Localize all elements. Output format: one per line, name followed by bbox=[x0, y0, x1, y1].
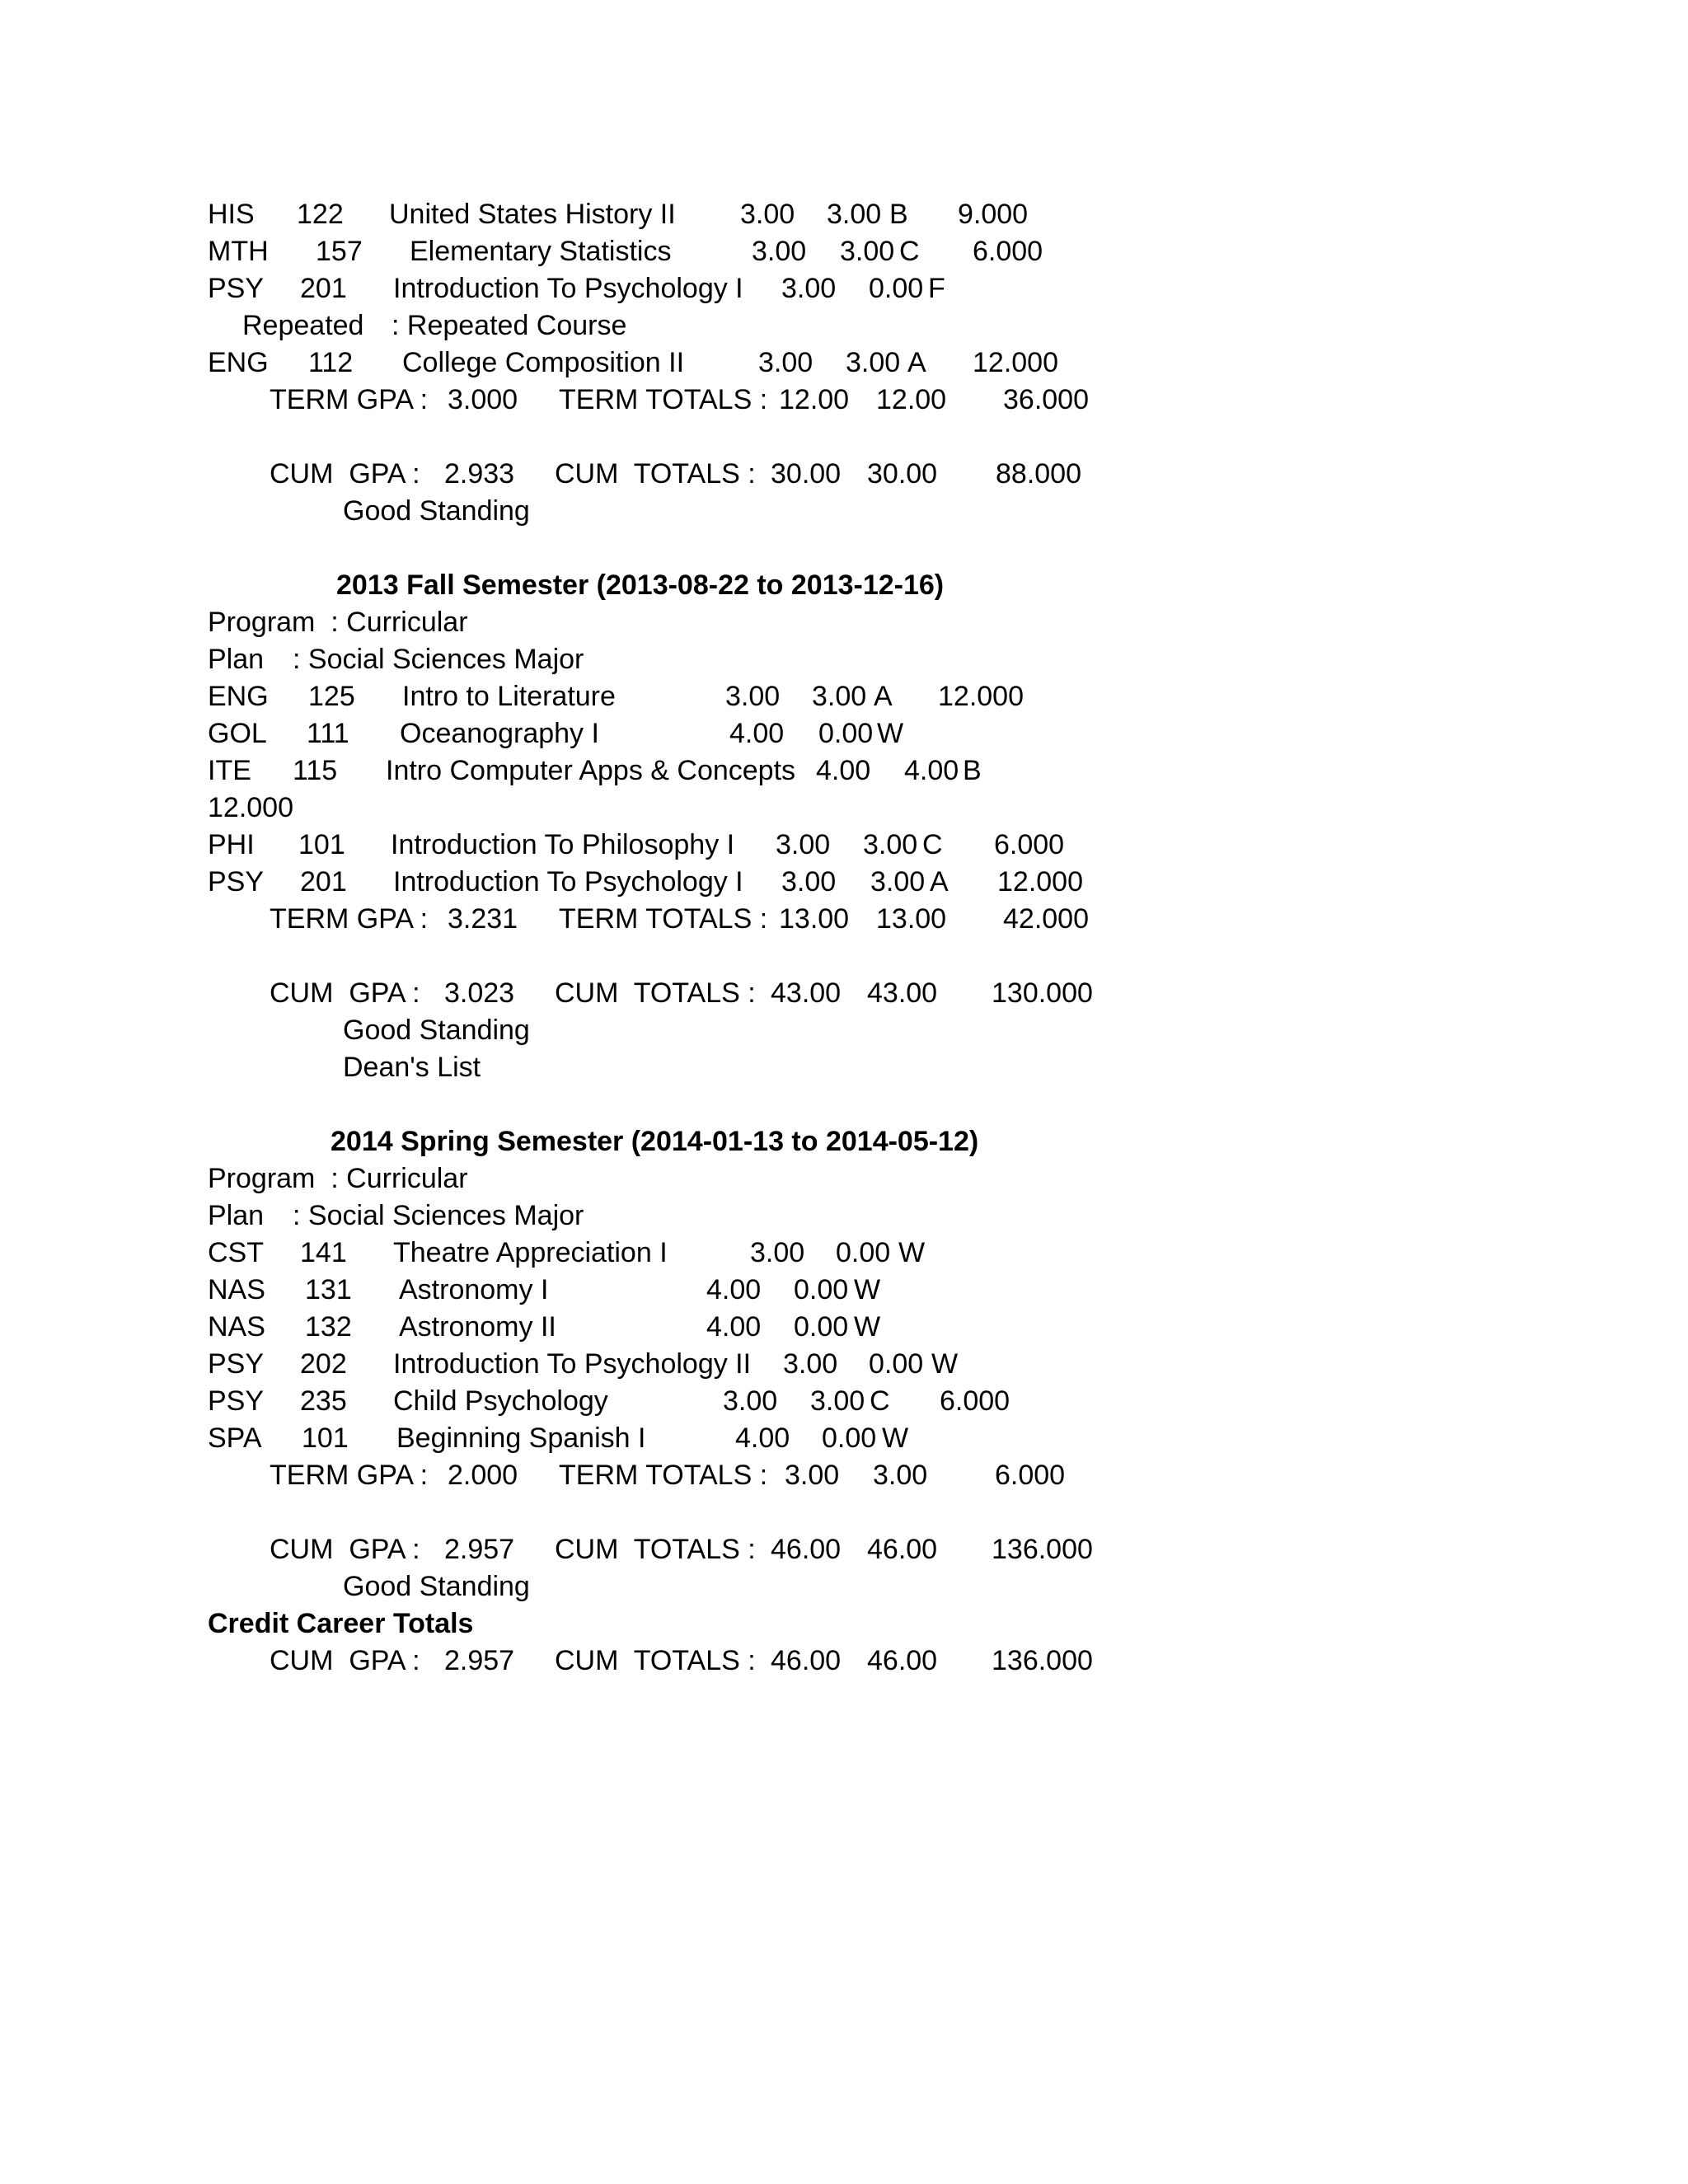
course-subject: PSY bbox=[208, 866, 265, 898]
term-heading-text: 2014 Spring Semester (2014-01-13 to 2014-05-12) bbox=[331, 1126, 979, 1157]
course-title: Theatre Appreciation I bbox=[393, 1237, 668, 1268]
course-earned: 0.00 bbox=[794, 1274, 849, 1305]
repeated-note-row bbox=[0, 312, 1484, 349]
course-number: 201 bbox=[300, 273, 347, 304]
cum-points: 130.000 bbox=[992, 977, 1093, 1009]
course-attempted: 4.00 bbox=[706, 1311, 762, 1343]
course-title: Child Psychology bbox=[393, 1385, 608, 1417]
course-subject: SPA bbox=[208, 1422, 262, 1454]
term-totals-label: TERM TOTALS : bbox=[559, 1460, 768, 1491]
repeated-note: : Repeated Course bbox=[392, 310, 627, 341]
term-earned: 13.00 bbox=[876, 903, 947, 935]
course-row bbox=[0, 757, 1484, 794]
term-totals-label: TERM TOTALS : bbox=[559, 903, 768, 935]
course-attempted: 3.00 bbox=[723, 1385, 778, 1417]
course-earned: 3.00 bbox=[827, 199, 882, 230]
course-grade: W bbox=[854, 1274, 881, 1305]
course-attempted: 4.00 bbox=[706, 1274, 762, 1305]
course-row bbox=[0, 1276, 1484, 1313]
cum-gpa-value: 3.023 bbox=[444, 977, 515, 1009]
course-subject: PSY bbox=[208, 1385, 265, 1417]
course-title: Astronomy I bbox=[399, 1274, 549, 1305]
cum-gpa-label: CUM GPA : bbox=[270, 977, 420, 1009]
term-gpa-value: 2.000 bbox=[448, 1460, 518, 1491]
course-number: 131 bbox=[305, 1274, 352, 1305]
course-row bbox=[0, 682, 1484, 719]
term-heading-text: 2013 Fall Semester (2013-08-22 to 2013-12-16) bbox=[336, 569, 945, 601]
course-earned: 0.00 bbox=[869, 1348, 924, 1380]
cum-points: 136.000 bbox=[992, 1645, 1093, 1676]
academic-standing bbox=[0, 497, 1484, 534]
term-totals-row bbox=[0, 905, 1484, 942]
course-row bbox=[0, 349, 1484, 386]
course-number: 125 bbox=[308, 681, 355, 712]
standing-text: Good Standing bbox=[343, 1015, 530, 1046]
course-title: Introduction To Philosophy I bbox=[391, 829, 735, 860]
cum-attempted: 30.00 bbox=[771, 458, 842, 490]
term-earned: 3.00 bbox=[873, 1460, 928, 1491]
cum-gpa-label: CUM GPA : bbox=[270, 458, 420, 490]
course-row bbox=[0, 868, 1484, 905]
plan-row bbox=[0, 1202, 1484, 1239]
course-title: Introduction To Psychology II bbox=[393, 1348, 752, 1380]
academic-honor bbox=[0, 1053, 1484, 1090]
course-grade: C bbox=[870, 1385, 890, 1417]
course-number: 157 bbox=[316, 236, 363, 267]
course-earned: 3.00 bbox=[846, 347, 901, 378]
cum-totals-row bbox=[0, 1647, 1484, 1684]
course-earned: 0.00 bbox=[794, 1311, 849, 1343]
course-grade: F bbox=[928, 273, 945, 304]
course-title: Elementary Statistics bbox=[410, 236, 672, 267]
course-title: College Composition II bbox=[402, 347, 685, 378]
term-gpa-label: TERM GPA : bbox=[270, 384, 429, 415]
course-grade: A bbox=[874, 681, 893, 712]
program-text: Program : Curricular bbox=[208, 1163, 468, 1194]
course-title: United States History II bbox=[389, 199, 676, 230]
course-grade: W bbox=[898, 1237, 926, 1268]
cum-totals-label: CUM TOTALS : bbox=[555, 458, 756, 490]
cum-earned: 46.00 bbox=[867, 1645, 938, 1676]
course-title: Introduction To Psychology I bbox=[393, 273, 743, 304]
cum-earned: 46.00 bbox=[867, 1534, 938, 1565]
course-title: Intro to Literature bbox=[402, 681, 616, 712]
cum-attempted: 43.00 bbox=[771, 977, 842, 1009]
course-points: 6.000 bbox=[994, 829, 1065, 860]
course-title: Astronomy II bbox=[399, 1311, 556, 1343]
course-subject: CST bbox=[208, 1237, 264, 1268]
academic-standing bbox=[0, 1016, 1484, 1053]
cum-earned: 43.00 bbox=[867, 977, 938, 1009]
course-earned: 3.00 bbox=[810, 1385, 865, 1417]
course-earned: 3.00 bbox=[840, 236, 895, 267]
term-earned: 12.00 bbox=[876, 384, 947, 415]
course-number: 111 bbox=[307, 718, 349, 749]
course-title: Beginning Spanish I bbox=[396, 1422, 646, 1454]
cum-gpa-label: CUM GPA : bbox=[270, 1534, 420, 1565]
course-attempted: 3.00 bbox=[783, 1348, 838, 1380]
cum-earned: 30.00 bbox=[867, 458, 938, 490]
course-row bbox=[0, 719, 1484, 757]
course-subject: ITE bbox=[208, 755, 251, 786]
course-grade: W bbox=[854, 1311, 881, 1343]
cum-totals-label: CUM TOTALS : bbox=[555, 1534, 756, 1565]
course-subject: NAS bbox=[208, 1311, 265, 1343]
course-number: 132 bbox=[305, 1311, 352, 1343]
course-earned: 0.00 bbox=[822, 1422, 877, 1454]
term-heading bbox=[0, 571, 1484, 608]
cum-totals-row bbox=[0, 460, 1484, 497]
course-earned: 3.00 bbox=[863, 829, 918, 860]
course-attempted: 3.00 bbox=[776, 829, 831, 860]
course-grade: B bbox=[889, 199, 908, 230]
course-number: 141 bbox=[300, 1237, 347, 1268]
career-heading bbox=[0, 1610, 1484, 1647]
course-points: 9.000 bbox=[958, 199, 1029, 230]
standing-text: Good Standing bbox=[343, 495, 530, 527]
course-grade: A bbox=[930, 866, 949, 898]
cum-gpa-value: 2.933 bbox=[444, 458, 515, 490]
course-attempted: 3.00 bbox=[781, 273, 837, 304]
course-title: Oceanography I bbox=[400, 718, 599, 749]
course-row bbox=[0, 200, 1484, 237]
course-earned: 3.00 bbox=[870, 866, 926, 898]
course-grade: B bbox=[963, 755, 982, 786]
course-points: 12.000 bbox=[938, 681, 1024, 712]
honor-text: Dean's List bbox=[343, 1052, 481, 1083]
term-gpa-value: 3.231 bbox=[448, 903, 518, 935]
cum-totals-label: CUM TOTALS : bbox=[555, 1645, 756, 1676]
course-row bbox=[0, 1239, 1484, 1276]
program-row bbox=[0, 1165, 1484, 1202]
program-row bbox=[0, 608, 1484, 645]
course-row bbox=[0, 831, 1484, 868]
course-attempted: 3.00 bbox=[781, 866, 837, 898]
cum-totals-row bbox=[0, 979, 1484, 1016]
course-row bbox=[0, 1350, 1484, 1387]
course-number: 115 bbox=[293, 755, 338, 786]
cum-totals-label: CUM TOTALS : bbox=[555, 977, 756, 1009]
course-points: 6.000 bbox=[973, 236, 1043, 267]
course-subject: GOL bbox=[208, 718, 267, 749]
cum-attempted: 46.00 bbox=[771, 1534, 842, 1565]
course-subject: HIS bbox=[208, 199, 255, 230]
course-attempted: 4.00 bbox=[729, 718, 785, 749]
course-row bbox=[0, 274, 1484, 312]
course-grade: W bbox=[931, 1348, 959, 1380]
course-grade: C bbox=[922, 829, 943, 860]
course-points-wrap bbox=[0, 794, 1484, 831]
course-earned: 0.00 bbox=[818, 718, 874, 749]
course-points: 12.000 bbox=[997, 866, 1083, 898]
course-attempted: 3.00 bbox=[725, 681, 781, 712]
term-points: 6.000 bbox=[995, 1460, 1066, 1491]
course-row bbox=[0, 1387, 1484, 1424]
course-number: 202 bbox=[300, 1348, 347, 1380]
course-earned: 0.00 bbox=[869, 273, 924, 304]
course-subject: PSY bbox=[208, 1348, 265, 1380]
course-number: 235 bbox=[300, 1385, 347, 1417]
career-heading-text: Credit Career Totals bbox=[208, 1608, 474, 1639]
course-earned: 3.00 bbox=[812, 681, 867, 712]
course-points: 6.000 bbox=[940, 1385, 1010, 1417]
term-gpa-label: TERM GPA : bbox=[270, 1460, 429, 1491]
course-attempted: 3.00 bbox=[740, 199, 795, 230]
course-grade: W bbox=[877, 718, 904, 749]
course-title: Intro Computer Apps & Concepts bbox=[386, 755, 796, 786]
course-number: 101 bbox=[298, 829, 345, 860]
term-points: 36.000 bbox=[1003, 384, 1089, 415]
course-row bbox=[0, 1424, 1484, 1461]
course-grade: C bbox=[899, 236, 920, 267]
term-gpa-label: TERM GPA : bbox=[270, 903, 429, 935]
course-attempted: 3.00 bbox=[758, 347, 814, 378]
term-totals-label: TERM TOTALS : bbox=[559, 384, 768, 415]
course-attempted: 3.00 bbox=[752, 236, 807, 267]
cum-gpa-label: CUM GPA : bbox=[270, 1645, 420, 1676]
course-grade: W bbox=[882, 1422, 909, 1454]
term-attempted: 3.00 bbox=[785, 1460, 840, 1491]
course-row bbox=[0, 1313, 1484, 1350]
plan-value: : Social Sciences Major bbox=[293, 644, 584, 675]
cum-gpa-value: 2.957 bbox=[444, 1645, 515, 1676]
term-attempted: 13.00 bbox=[779, 903, 850, 935]
course-number: 201 bbox=[300, 866, 347, 898]
course-number: 112 bbox=[308, 347, 354, 378]
cum-gpa-value: 2.957 bbox=[444, 1534, 515, 1565]
course-earned: 4.00 bbox=[904, 755, 959, 786]
term-totals-row bbox=[0, 386, 1484, 423]
course-grade: A bbox=[907, 347, 926, 378]
term-points: 42.000 bbox=[1003, 903, 1089, 935]
academic-standing bbox=[0, 1572, 1484, 1610]
cum-totals-row bbox=[0, 1535, 1484, 1572]
plan-label: Plan bbox=[208, 1200, 265, 1231]
course-subject: ENG bbox=[208, 681, 269, 712]
course-subject: PHI bbox=[208, 829, 255, 860]
course-earned: 0.00 bbox=[836, 1237, 891, 1268]
plan-label: Plan bbox=[208, 644, 265, 675]
course-title: Introduction To Psychology I bbox=[393, 866, 743, 898]
cum-points: 88.000 bbox=[996, 458, 1081, 490]
term-gpa-value: 3.000 bbox=[448, 384, 518, 415]
plan-row bbox=[0, 645, 1484, 682]
term-attempted: 12.00 bbox=[779, 384, 850, 415]
plan-value: : Social Sciences Major bbox=[293, 1200, 584, 1231]
repeated-label: Repeated bbox=[242, 310, 364, 341]
cum-points: 136.000 bbox=[992, 1534, 1093, 1565]
course-attempted: 3.00 bbox=[750, 1237, 805, 1268]
course-subject: NAS bbox=[208, 1274, 265, 1305]
course-number: 122 bbox=[297, 199, 344, 230]
term-heading bbox=[0, 1127, 1484, 1165]
course-attempted: 4.00 bbox=[816, 755, 871, 786]
course-number: 101 bbox=[302, 1422, 349, 1454]
cum-attempted: 46.00 bbox=[771, 1645, 842, 1676]
course-subject: ENG bbox=[208, 347, 269, 378]
course-row bbox=[0, 237, 1484, 274]
term-totals-row bbox=[0, 1461, 1484, 1498]
program-text: Program : Curricular bbox=[208, 607, 468, 638]
standing-text: Good Standing bbox=[343, 1571, 530, 1602]
course-points: 12.000 bbox=[973, 347, 1058, 378]
course-subject: PSY bbox=[208, 273, 265, 304]
course-attempted: 4.00 bbox=[735, 1422, 790, 1454]
course-subject: MTH bbox=[208, 236, 269, 267]
course-points: 12.000 bbox=[208, 792, 293, 823]
